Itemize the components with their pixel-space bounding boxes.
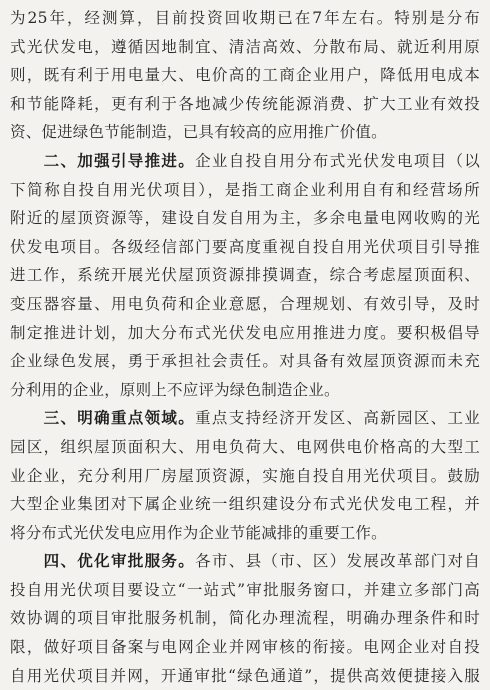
text-line: 效协调的项目审批服务机制，简化办理流程，明确办理条件和时 (10, 609, 480, 628)
text-line: 伏发电项目。各级经信部门要高度重视自投自用光伏项目引导推 (10, 237, 480, 256)
text-line: 大型企业集团对下属企业统一组织建设分布式光伏发电工程，并 (10, 495, 480, 514)
text-line: 资、促进绿色节能制造，已具有较高的应用推广价值。 (10, 123, 387, 142)
text-line: 业企业，充分利用厂房屋顶资源，实施自投自用光伏项目。鼓励 (10, 466, 480, 485)
text-line: 为25年，经测算，目前投资回收期已在7年左右。特别是分布 (10, 9, 480, 27)
text-line: 式光伏发电，遵循因地制宜、清洁高效、分散布局、就近利用原 (10, 37, 480, 56)
text-line: 和节能降耗，更有利于各地减少传统能源消费、扩大工业有效投 (10, 94, 480, 113)
section-heading-line: 三、明确重点领域。重点支持经济开发区、高新园区、工业 (10, 409, 480, 428)
text-line: 进工作，系统开展光伏屋顶资源排摸调查，综合考虑屋顶面积、 (10, 266, 480, 285)
text-line: 投自用光伏项目要设立“一站式”审批服务窗口，并建立多部门高 (10, 580, 480, 599)
text-line: 制定推进计划，加大分布式光伏发电应用推进力度。要积极倡导 (10, 323, 480, 342)
text-line: 园区，组织屋顶面积大、用电负荷大、电网供电价格高的大型工 (10, 437, 480, 456)
text-line: 自用光伏项目并网，开通审批“绿色通道”，提供高效便捷接入服 (10, 666, 480, 685)
text-line: 将分布式光伏发电应用作为企业节能减排的重要工作。 (10, 523, 387, 542)
text-line: 企业绿色发展，勇于承担社会责任。对具备有效屋顶资源而未充 (10, 352, 480, 371)
paragraph-section-2 (10, 147, 480, 404)
text-line: 下简称自投自用光伏项目），是指工商企业利用自有和经营场所 (10, 180, 480, 199)
text-line: 变压器容量、用电负荷和企业意愿，合理规划、有效引导，及时 (10, 294, 480, 313)
text-line: 附近的屋顶资源等，建设自发自用为主，多余电量电网收购的光 (10, 209, 480, 228)
paragraph-section-4 (10, 547, 480, 690)
section-heading-line: 二、加强引导推进。企业自投自用分布式光伏发电项目（以 (10, 151, 480, 170)
text-line: 则，既有利于用电量大、电价高的工商企业用户，降低用电成本 (10, 66, 480, 85)
section-heading: 三、明确重点领域。 (10, 409, 196, 428)
section-heading: 四、优化审批服务。 (10, 552, 196, 571)
text-line: 分利用的企业，原则上不应评为绿色制造企业。 (10, 380, 340, 399)
text-line: 限，做好项目备案与电网企业并网审核的衔接。电网企业对自投 (10, 638, 480, 657)
paragraph-section-3 (10, 404, 480, 547)
section-heading-line: 四、优化审批服务。各市、县（市、区）发展改革部门对自 (10, 552, 480, 571)
section-heading: 二、加强引导推进。 (10, 151, 196, 170)
paragraph-intro (10, 4, 480, 147)
